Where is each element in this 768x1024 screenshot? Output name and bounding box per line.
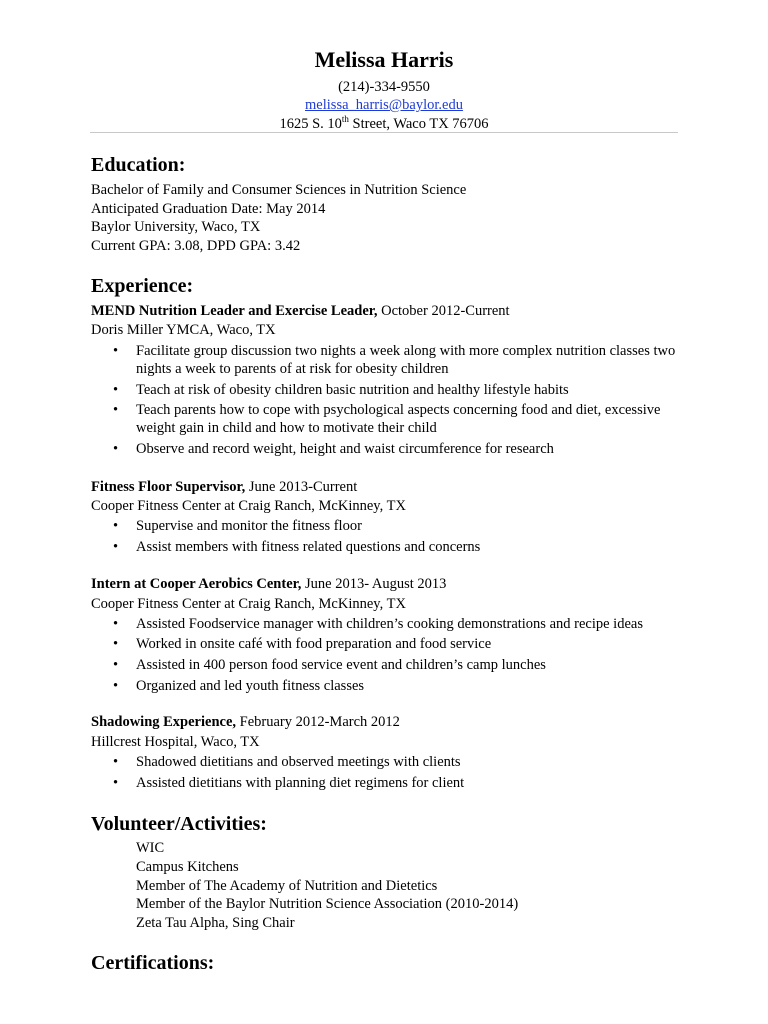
job-role: Shadowing Experience,	[91, 714, 237, 730]
job-bullet: Assisted Foodservice manager with children’s cooking demonstrations and recipe ideas	[136, 616, 643, 632]
volunteer-heading: Volunteer/Activities:	[91, 813, 267, 835]
job-place: Cooper Fitness Center at Craig Ranch, McKinney, TX	[91, 596, 406, 612]
volunteer-item: WIC	[136, 840, 165, 856]
bullet-icon: •	[113, 539, 119, 555]
education-line: Current GPA: 3.08, DPD GPA: 3.42	[91, 238, 301, 254]
job-bullet: Shadowed dietitians and observed meetings with clients	[136, 754, 461, 770]
bullet-icon: •	[113, 402, 119, 418]
education-line: Bachelor of Family and Consumer Sciences in Nutrition Science	[91, 182, 467, 198]
header-divider	[90, 132, 678, 133]
job-place: Doris Miller YMCA, Waco, TX	[91, 322, 276, 338]
job-place: Cooper Fitness Center at Craig Ranch, McKinney, TX	[91, 498, 406, 514]
email-link[interactable]: melissa_harris@baylor.edu	[305, 97, 463, 113]
candidate-name: Melissa Harris	[314, 47, 454, 72]
address	[0, 115, 768, 133]
volunteer-item: Member of The Academy of Nutrition and Dietetics	[136, 878, 438, 894]
job-dates: October 2012-Current	[377, 303, 510, 319]
bullet-icon: •	[113, 775, 119, 791]
bullet-icon: •	[113, 678, 119, 694]
bullet-icon: •	[113, 657, 119, 673]
education-line: Anticipated Graduation Date: May 2014	[91, 201, 326, 217]
job-role: Fitness Floor Supervisor,	[91, 479, 246, 495]
job-bullet: Teach parents how to cope with psychological aspects concerning food and diet, excessive weight gain in child and how to motivate their child	[136, 402, 661, 436]
certifications-heading: Certifications:	[91, 952, 215, 974]
bullet-icon: •	[113, 754, 119, 770]
job-title-line	[91, 713, 400, 731]
address-end: Street, Waco TX 76706	[348, 116, 489, 132]
bullet-icon: •	[113, 343, 119, 359]
job-bullet: Observe and record weight, height and waist circumference for research	[136, 441, 554, 457]
job-bullet: Organized and led youth fitness classes	[136, 678, 365, 694]
bullet-icon: •	[113, 616, 119, 632]
job-bullet: Supervise and monitor the fitness floor	[136, 518, 362, 534]
job-bullet: Assist members with fitness related questions and concerns	[136, 539, 481, 555]
job-title-line	[91, 575, 446, 593]
job-bullet: Facilitate group discussion two nights a week along with more complex nutrition classes two nights a week to parents of at risk for obesity children	[136, 343, 676, 377]
job-bullet: Teach at risk of obesity children basic nutrition and healthy lifestyle habits	[136, 382, 569, 398]
volunteer-item: Campus Kitchens	[136, 859, 239, 875]
job-dates: June 2013-Current	[245, 479, 358, 495]
bullet-icon: •	[113, 518, 119, 534]
experience-heading: Experience:	[91, 275, 194, 297]
job-dates: February 2012-March 2012	[236, 714, 400, 730]
job-title-line	[91, 302, 510, 320]
address-start: 1625 S. 10	[279, 116, 342, 132]
job-bullet: Worked in onsite café with food preparation and food service	[136, 636, 492, 652]
bullet-icon: •	[113, 441, 119, 457]
job-title-line	[91, 478, 357, 496]
job-place: Hillcrest Hospital, Waco, TX	[91, 734, 260, 750]
job-role: Intern at Cooper Aerobics Center,	[91, 576, 302, 592]
bullet-icon: •	[113, 382, 119, 398]
volunteer-item: Member of the Baylor Nutrition Science Association (2010-2014)	[136, 896, 519, 912]
job-bullet: Assisted dietitians with planning diet regimens for client	[136, 775, 465, 791]
job-bullet: Assisted in 400 person food service event and children’s camp lunches	[136, 657, 546, 673]
volunteer-item: Zeta Tau Alpha, Sing Chair	[136, 915, 295, 931]
education-line: Baylor University, Waco, TX	[91, 219, 261, 235]
education-heading: Education:	[91, 154, 186, 176]
address-ordinal: th	[341, 114, 349, 125]
phone-number: (214)-334-9550	[338, 79, 430, 95]
bullet-icon: •	[113, 636, 119, 652]
job-role: MEND Nutrition Leader and Exercise Leader,	[91, 303, 378, 319]
job-dates: June 2013- August 2013	[301, 576, 447, 592]
